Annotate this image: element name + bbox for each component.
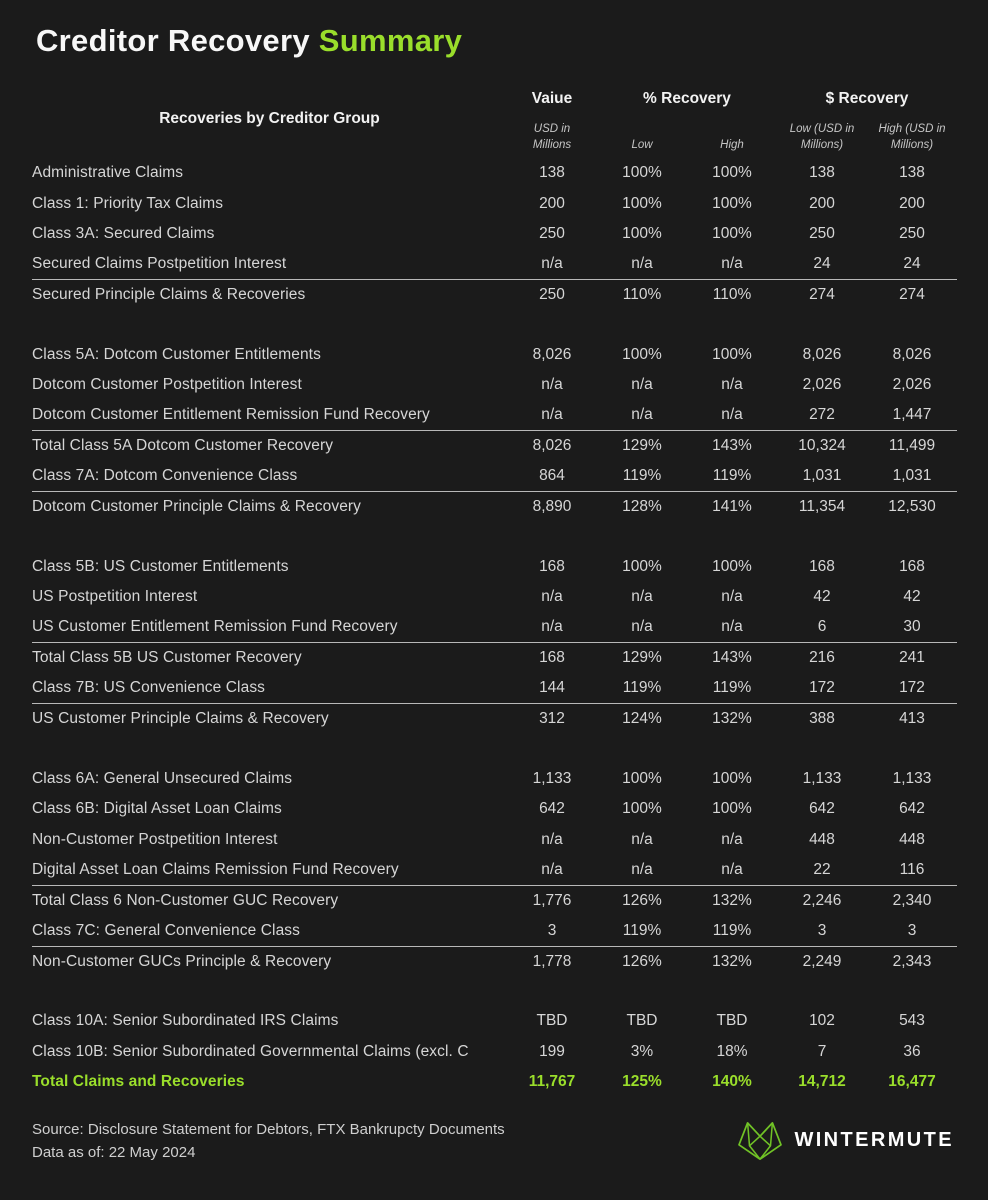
row-label: Dotcom Customer Principle Claims & Recovery — [32, 498, 362, 516]
cell-usd-high: 172 — [899, 679, 925, 697]
cell-usd-high: 642 — [899, 800, 925, 818]
cell-usd-high: 1,447 — [892, 406, 932, 424]
cell-usd-high: 30 — [903, 618, 921, 636]
row-label: Class 6B: Digital Asset Loan Claims — [32, 800, 282, 818]
subheader-usd-low: Low (USD in Millions) — [789, 123, 855, 151]
cell-pct-high: 18% — [716, 1042, 748, 1060]
table-row — [32, 158, 957, 189]
cell-pct-high: 100% — [712, 345, 752, 363]
cell-value: 200 — [539, 194, 565, 212]
cell-pct-high: 143% — [712, 649, 752, 667]
subheader-pct-high: High — [720, 139, 744, 151]
cell-usd-high: 42 — [903, 588, 921, 606]
cell-usd-low: 388 — [809, 710, 835, 728]
cell-pct-low: n/a — [631, 618, 653, 636]
cell-usd-low: 24 — [813, 255, 831, 273]
cell-usd-low: 216 — [809, 649, 835, 667]
cell-value: n/a — [541, 255, 563, 273]
cell-usd-low: 1,133 — [802, 769, 842, 787]
cell-usd-high: 543 — [899, 1012, 925, 1030]
row-label: Class 5B: US Customer Entitlements — [32, 557, 289, 575]
cell-usd-low: 10,324 — [798, 437, 846, 455]
table-row — [32, 582, 957, 613]
cell-value: n/a — [541, 618, 563, 636]
cell-usd-high: 8,026 — [892, 345, 932, 363]
cell-pct-high: n/a — [721, 255, 743, 273]
cell-value: n/a — [541, 860, 563, 878]
cell-usd-high: 16,477 — [888, 1073, 936, 1091]
cell-value: 11,767 — [528, 1073, 576, 1091]
cell-usd-high: 12,530 — [888, 498, 936, 516]
table-body — [32, 158, 957, 1098]
cell-usd-low: 272 — [809, 406, 835, 424]
page-title-accent: Summary — [318, 23, 463, 58]
cell-usd-high: 2,343 — [892, 952, 932, 970]
cell-usd-low: 1,031 — [802, 467, 842, 485]
cell-pct-high: 110% — [712, 286, 752, 304]
table-row — [32, 552, 957, 583]
wintermute-wordmark: WINTERMUTE — [794, 1129, 954, 1151]
cell-pct-high: 100% — [712, 769, 752, 787]
source-note — [32, 1118, 505, 1164]
cell-usd-low: 11,354 — [798, 498, 846, 516]
row-label: Total Class 6 Non-Customer GUC Recovery — [32, 891, 339, 909]
cell-usd-high: 2,340 — [892, 891, 932, 909]
cell-pct-low: 100% — [622, 557, 662, 575]
table-row — [32, 492, 957, 523]
cell-pct-high: 119% — [712, 467, 752, 485]
cell-pct-high: 100% — [712, 225, 752, 243]
cell-usd-low: 6 — [817, 618, 827, 636]
row-label: US Postpetition Interest — [32, 588, 198, 606]
cell-usd-low: 14,712 — [798, 1073, 846, 1091]
cell-pct-low: 119% — [622, 921, 662, 939]
row-label: Class 7C: General Convenience Class — [32, 921, 300, 939]
table-header — [32, 86, 957, 158]
cell-pct-low: 100% — [622, 345, 662, 363]
cell-pct-low: TBD — [626, 1012, 658, 1030]
row-label: Total Class 5A Dotcom Customer Recovery — [32, 437, 334, 455]
row-label: Non-Customer GUCs Principle & Recovery — [32, 952, 332, 970]
cell-value: 1,776 — [532, 891, 572, 909]
table-row — [32, 1006, 957, 1037]
table-row — [32, 674, 957, 705]
cell-value: 864 — [539, 467, 565, 485]
cell-value: 3 — [547, 921, 557, 939]
cell-pct-low: 129% — [622, 649, 662, 667]
cell-pct-low: 119% — [622, 679, 662, 697]
cell-pct-high: 100% — [712, 164, 752, 182]
table-row — [32, 794, 957, 825]
recovery-table — [32, 86, 957, 1098]
cell-pct-high: 100% — [712, 194, 752, 212]
cell-value: n/a — [541, 376, 563, 394]
cell-pct-high: n/a — [721, 860, 743, 878]
source-line: Source: Disclosure Statement for Debtors, FTX Bankrupcty Documents — [32, 1120, 505, 1138]
cell-pct-high: 143% — [712, 437, 752, 455]
cell-pct-low: 128% — [622, 498, 662, 516]
cell-value: n/a — [541, 406, 563, 424]
cell-value: 8,890 — [532, 498, 572, 516]
cell-pct-low: 119% — [622, 467, 662, 485]
cell-value: 8,026 — [532, 437, 572, 455]
wintermute-logo-icon — [737, 1120, 783, 1162]
cell-usd-high: 2,026 — [892, 376, 932, 394]
cell-usd-low: 8,026 — [802, 345, 842, 363]
cell-usd-high: 138 — [899, 164, 925, 182]
cell-usd-high: 274 — [899, 286, 925, 304]
cell-usd-high: 116 — [899, 860, 925, 878]
cell-usd-low: 2,249 — [802, 952, 842, 970]
cell-value: 168 — [539, 557, 565, 575]
cell-pct-low: n/a — [631, 255, 653, 273]
cell-value: 1,133 — [532, 769, 572, 787]
cell-usd-low: 2,246 — [802, 891, 842, 909]
row-label: Class 6A: General Unsecured Claims — [32, 769, 293, 787]
cell-pct-high: 100% — [712, 800, 752, 818]
cell-pct-high: 119% — [712, 679, 752, 697]
cell-usd-low: 172 — [809, 679, 835, 697]
cell-pct-low: 100% — [622, 194, 662, 212]
row-label: US Customer Entitlement Remission Fund Recovery — [32, 618, 398, 636]
cell-pct-low: 100% — [622, 800, 662, 818]
table-row — [32, 1067, 957, 1098]
cell-value: 168 — [539, 649, 565, 667]
table-row — [32, 431, 957, 462]
cell-pct-low: 126% — [622, 952, 662, 970]
table-row — [32, 825, 957, 856]
cell-value: TBD — [536, 1012, 568, 1030]
row-label: Class 1: Priority Tax Claims — [32, 194, 224, 212]
table-row — [32, 370, 957, 401]
cell-usd-high: 413 — [899, 710, 925, 728]
row-label: Class 3A: Secured Claims — [32, 225, 215, 243]
cell-pct-low: n/a — [631, 376, 653, 394]
cell-pct-low: 126% — [622, 891, 662, 909]
cell-pct-low: 100% — [622, 225, 662, 243]
cell-value: 642 — [539, 800, 565, 818]
table-row — [32, 1037, 957, 1068]
cell-value: 138 — [539, 164, 565, 182]
cell-pct-low: 110% — [622, 286, 662, 304]
cell-usd-low: 138 — [809, 164, 835, 182]
cell-pct-low: 124% — [622, 710, 662, 728]
cell-pct-low: 100% — [622, 769, 662, 787]
cell-value: n/a — [541, 588, 563, 606]
row-label: Total Claims and Recoveries — [32, 1073, 245, 1091]
table-row — [32, 250, 957, 281]
cell-value: 250 — [539, 225, 565, 243]
row-label: Secured Claims Postpetition Interest — [32, 255, 287, 273]
cell-usd-low: 7 — [817, 1042, 827, 1060]
cell-value: 144 — [539, 679, 565, 697]
cell-pct-high: n/a — [721, 376, 743, 394]
row-label: Digital Asset Loan Claims Remission Fund Recovery — [32, 860, 399, 878]
row-label: US Customer Principle Claims & Recovery — [32, 710, 329, 728]
cell-usd-high: 36 — [903, 1042, 921, 1060]
cell-pct-high: n/a — [721, 588, 743, 606]
cell-value: 199 — [539, 1042, 565, 1060]
row-label: Class 7A: Dotcom Convenience Class — [32, 467, 298, 485]
cell-usd-low: 102 — [809, 1012, 835, 1030]
row-label: Non-Customer Postpetition Interest — [32, 830, 278, 848]
table-row — [32, 886, 957, 917]
cell-usd-high: 24 — [903, 255, 921, 273]
table-row — [32, 280, 957, 311]
cell-usd-high: 168 — [899, 557, 925, 575]
page-title — [36, 22, 988, 60]
row-label: Class 10B: Senior Subordinated Governmental Claims (excl. C — [32, 1042, 469, 1060]
page-title-main: Creditor Recovery — [36, 23, 310, 58]
subheader-usd-high: High (USD in Millions) — [878, 123, 946, 151]
cell-pct-high: 119% — [712, 921, 752, 939]
table-row — [32, 189, 957, 220]
cell-pct-low: n/a — [631, 406, 653, 424]
cell-usd-low: 250 — [809, 225, 835, 243]
cell-pct-high: n/a — [721, 406, 743, 424]
cell-pct-low: n/a — [631, 588, 653, 606]
page-footer — [32, 1118, 954, 1164]
cell-pct-high: n/a — [721, 830, 743, 848]
table-row — [32, 340, 957, 371]
column-header-creditor-group: Recoveries by Creditor Group — [159, 110, 380, 127]
cell-value: 312 — [539, 710, 565, 728]
cell-usd-high: 1,133 — [892, 769, 932, 787]
table-row — [32, 462, 957, 493]
row-label: Dotcom Customer Entitlement Remission Fund Recovery — [32, 406, 430, 424]
cell-pct-high: 100% — [712, 557, 752, 575]
cell-usd-low: 3 — [817, 921, 827, 939]
cell-pct-high: TBD — [716, 1012, 748, 1030]
cell-pct-low: 129% — [622, 437, 662, 455]
cell-usd-high: 241 — [899, 649, 925, 667]
cell-value: n/a — [541, 830, 563, 848]
cell-pct-high: 140% — [712, 1073, 752, 1091]
table-row — [32, 704, 957, 735]
cell-pct-low: n/a — [631, 830, 653, 848]
cell-usd-high: 200 — [899, 194, 925, 212]
cell-pct-low: 100% — [622, 164, 662, 182]
cell-usd-low: 200 — [809, 194, 835, 212]
cell-pct-high: n/a — [721, 618, 743, 636]
cell-usd-low: 2,026 — [802, 376, 842, 394]
column-header-value: Vaiue — [531, 90, 573, 107]
cell-usd-low: 642 — [809, 800, 835, 818]
row-label: Class 10A: Senior Subordinated IRS Claims — [32, 1012, 339, 1030]
cell-value: 1,778 — [532, 952, 572, 970]
cell-usd-high: 11,499 — [888, 437, 936, 455]
table-row — [32, 916, 957, 947]
table-row — [32, 401, 957, 432]
cell-pct-low: n/a — [631, 860, 653, 878]
cell-usd-low: 448 — [809, 830, 835, 848]
cell-pct-low: 3% — [630, 1042, 654, 1060]
cell-value: 250 — [539, 286, 565, 304]
table-row — [32, 855, 957, 886]
table-row — [32, 219, 957, 250]
row-label: Administrative Claims — [32, 164, 184, 182]
column-header-dollar-recovery: $ Recovery — [825, 90, 909, 107]
table-row — [32, 643, 957, 674]
cell-pct-high: 132% — [712, 710, 752, 728]
subheader-pct-low: Low — [631, 139, 653, 151]
cell-usd-low: 274 — [809, 286, 835, 304]
row-label: Dotcom Customer Postpetition Interest — [32, 376, 302, 394]
cell-pct-high: 132% — [712, 891, 752, 909]
cell-usd-high: 250 — [899, 225, 925, 243]
row-label: Total Class 5B US Customer Recovery — [32, 649, 302, 667]
cell-usd-low: 42 — [813, 588, 831, 606]
row-label: Class 7B: US Convenience Class — [32, 679, 266, 697]
cell-pct-high: 141% — [712, 498, 752, 516]
table-row — [32, 613, 957, 644]
cell-pct-high: 132% — [712, 952, 752, 970]
row-label: Secured Principle Claims & Recoveries — [32, 286, 306, 304]
row-label: Class 5A: Dotcom Customer Entitlements — [32, 345, 321, 363]
cell-value: 8,026 — [532, 345, 572, 363]
cell-usd-high: 1,031 — [892, 467, 932, 485]
cell-usd-high: 448 — [899, 830, 925, 848]
cell-usd-low: 168 — [809, 557, 835, 575]
wintermute-brand — [737, 1120, 954, 1162]
table-row — [32, 764, 957, 795]
column-header-pct-recovery: % Recovery — [643, 90, 731, 107]
cell-usd-high: 3 — [907, 921, 917, 939]
cell-pct-low: 125% — [622, 1073, 662, 1091]
table-row — [32, 947, 957, 978]
data-as-of-line: Data as of: 22 May 2024 — [32, 1143, 196, 1161]
subheader-usd-in-millions: USD in Millions — [532, 123, 572, 151]
cell-usd-low: 22 — [813, 860, 831, 878]
